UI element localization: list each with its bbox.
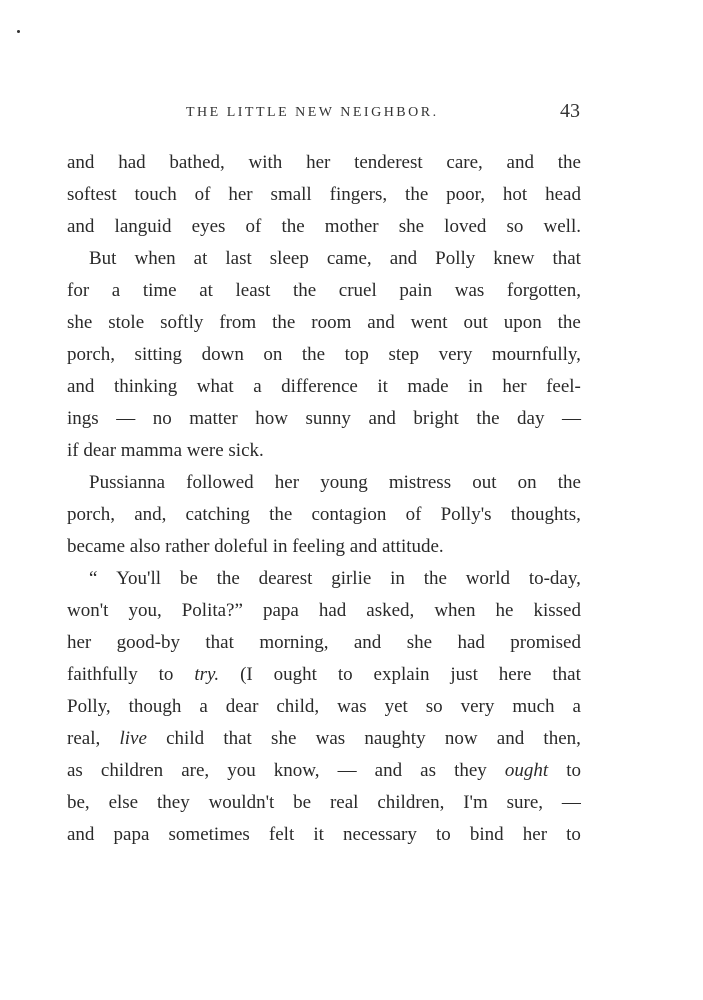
text-line: be, else they wouldn't be real children, I'm sure, — xyxy=(67,792,581,813)
text-line: Pussianna followed her young mistress out on the xyxy=(89,472,581,493)
text-line: real, live child that she was naughty now and then, xyxy=(67,728,581,749)
text-line: if dear mamma were sick. xyxy=(67,440,264,461)
text-line: and thinking what a difference it made in her feel- xyxy=(67,376,581,397)
page-speck xyxy=(17,30,20,33)
text-line: her good-by that morning, and she had promised xyxy=(67,632,581,653)
text-line: But when at last sleep came, and Polly knew that xyxy=(89,248,581,269)
text-line: Polly, though a dear child, was yet so very much a xyxy=(67,696,581,717)
running-title: THE LITTLE NEW NEIGHBOR. xyxy=(186,105,439,120)
text-line: and had bathed, with her tenderest care, and the xyxy=(67,152,581,173)
page-number: 43 xyxy=(560,100,580,122)
text-line: and papa sometimes felt it necessary to bind her to xyxy=(67,824,581,845)
text-line: faithfully to try. (I ought to explain just here that xyxy=(67,664,581,685)
text-line: and languid eyes of the mother she loved so well. xyxy=(67,216,581,237)
text-line: as children are, you know, — and as they ought to xyxy=(67,760,581,781)
text-line: for a time at least the cruel pain was forgotten, xyxy=(67,280,581,301)
text-line: “ You'll be the dearest girlie in the world to-day, xyxy=(89,568,581,589)
text-line: ings — no matter how sunny and bright the day — xyxy=(67,408,581,429)
text-line: softest touch of her small fingers, the poor, hot head xyxy=(67,184,581,205)
text-line: won't you, Polita?” papa had asked, when he kissed xyxy=(67,600,581,621)
text-line: became also rather doleful in feeling and attitude. xyxy=(67,536,444,557)
text-line: she stole softly from the room and went out upon the xyxy=(67,312,581,333)
text-line: porch, sitting down on the top step very mournfully, xyxy=(67,344,581,365)
text-line: porch, and, catching the contagion of Polly's thoughts, xyxy=(67,504,581,525)
